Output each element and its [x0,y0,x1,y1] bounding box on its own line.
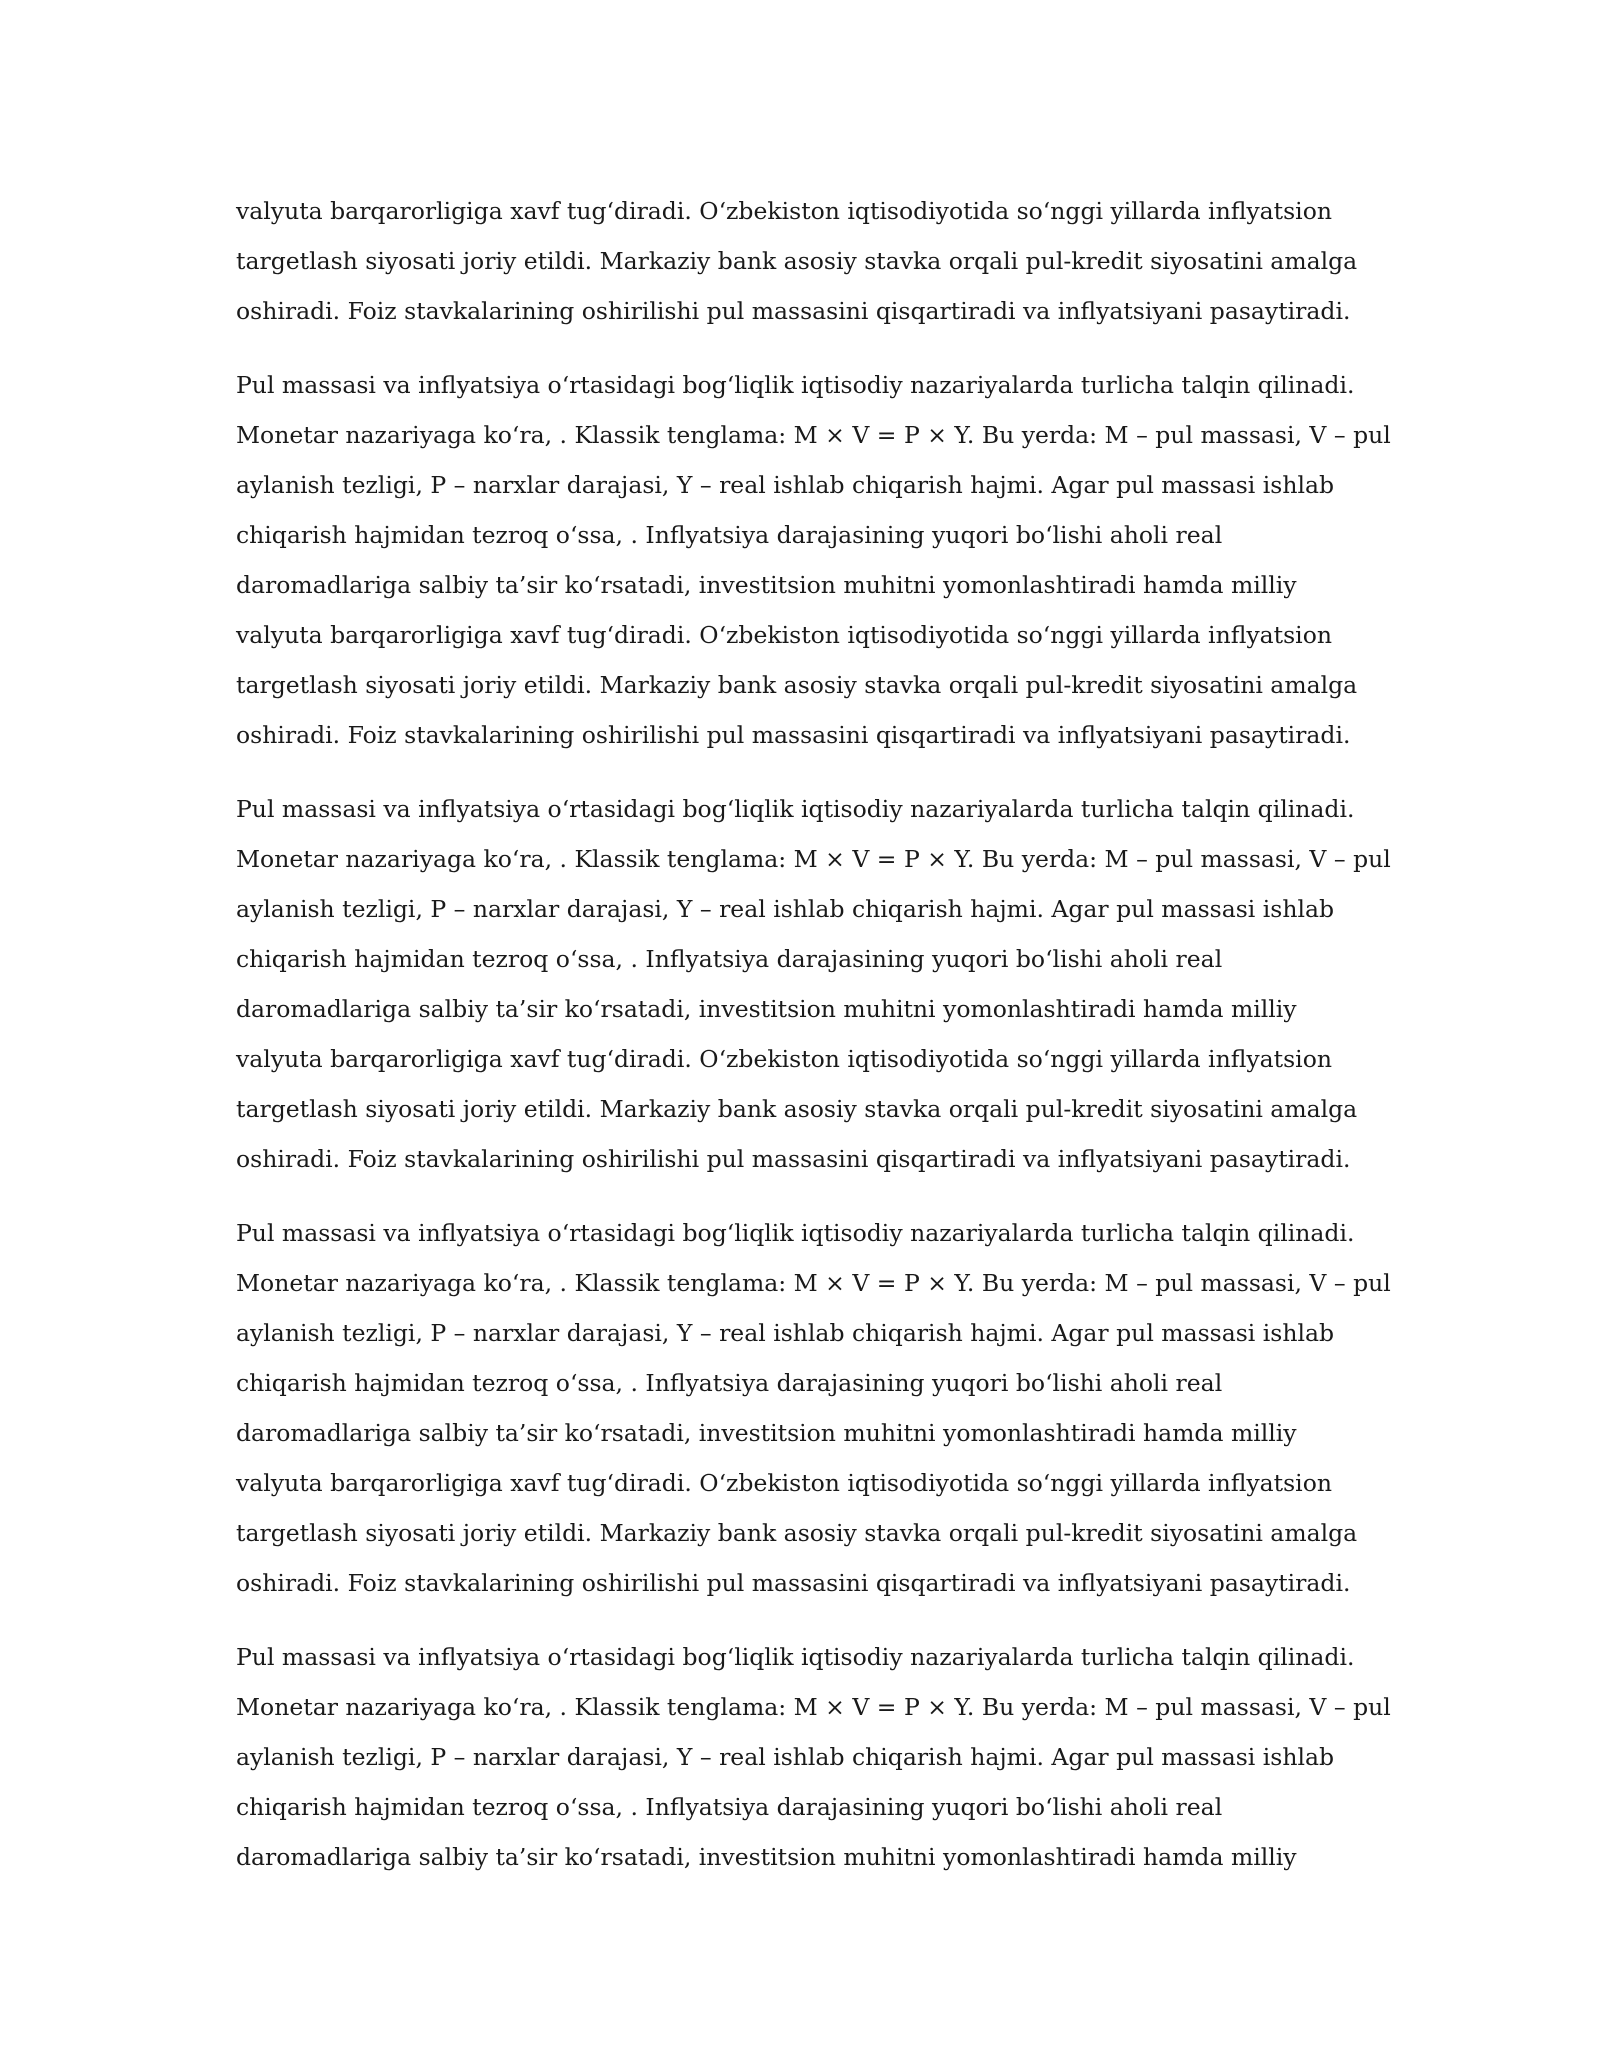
text-line: oshiradi. Foiz stavkalarining oshirilishi pul massasini qisqartiradi va inflyatsiyani pasaytiradi. [236,1145,1351,1173]
text-line: chiqarish hajmidan tezroq o‘ssa, . Inflyatsiya darajasining yuqori bo‘lishi aholi real [236,1793,1223,1821]
text-line: chiqarish hajmidan tezroq o‘ssa, . Inflyatsiya darajasining yuqori bo‘lishi aholi real [236,521,1223,549]
text-line: daromadlariga salbiy ta’sir ko‘rsatadi, investitsion muhitni yomonlashtiradi hamda milliy [236,1843,1297,1871]
text-line: valyuta barqarorligiga xavf tug‘diradi. O‘zbekiston iqtisodiyotida so‘nggi yillarda inflyatsion [236,197,1332,225]
text-line: chiqarish hajmidan tezroq o‘ssa, . Inflyatsiya darajasining yuqori bo‘lishi aholi real [236,1369,1223,1397]
text-line: daromadlariga salbiy ta’sir ko‘rsatadi, investitsion muhitni yomonlashtiradi hamda milliy [236,571,1297,599]
text-line: valyuta barqarorligiga xavf tug‘diradi. O‘zbekiston iqtisodiyotida so‘nggi yillarda inflyatsion [236,1469,1332,1497]
text-line: daromadlariga salbiy ta’sir ko‘rsatadi, investitsion muhitni yomonlashtiradi hamda milliy [236,995,1297,1023]
text-line: Pul massasi va inflyatsiya o‘rtasidagi bog‘liqlik iqtisodiy nazariyalarda turlicha talqin qilinadi. [236,371,1355,399]
text-line: chiqarish hajmidan tezroq o‘ssa, . Inflyatsiya darajasining yuqori bo‘lishi aholi real [236,945,1223,973]
text-line: targetlash siyosati joriy etildi. Markaziy bank asosiy stavka orqali pul-kredit siyosatini amalga [236,247,1358,275]
text-line: oshiradi. Foiz stavkalarining oshirilishi pul massasini qisqartiradi va inflyatsiyani pasaytiradi. [236,297,1351,325]
text-line: aylanish tezligi, P – narxlar darajasi, Y – real ishlab chiqarish hajmi. Agar pul massasi ishlab [236,895,1335,923]
paragraph-5 [236,1632,1391,1882]
document-page [236,186,1391,1906]
text-line: Monetar nazariyaga ko‘ra, . Klassik tenglama: M × V = P × Y. Bu yerda: M – pul massasi, V – pul [236,421,1391,449]
paragraph-4 [236,1208,1391,1608]
text-line: aylanish tezligi, P – narxlar darajasi, Y – real ishlab chiqarish hajmi. Agar pul massasi ishlab [236,1743,1335,1771]
text-line: valyuta barqarorligiga xavf tug‘diradi. O‘zbekiston iqtisodiyotida so‘nggi yillarda inflyatsion [236,1045,1332,1073]
text-line: targetlash siyosati joriy etildi. Markaziy bank asosiy stavka orqali pul-kredit siyosatini amalga [236,671,1358,699]
text-line: oshiradi. Foiz stavkalarining oshirilishi pul massasini qisqartiradi va inflyatsiyani pasaytiradi. [236,721,1351,749]
text-line: daromadlariga salbiy ta’sir ko‘rsatadi, investitsion muhitni yomonlashtiradi hamda milliy [236,1419,1297,1447]
text-line: aylanish tezligi, P – narxlar darajasi, Y – real ishlab chiqarish hajmi. Agar pul massasi ishlab [236,471,1335,499]
text-line: Monetar nazariyaga ko‘ra, . Klassik tenglama: M × V = P × Y. Bu yerda: M – pul massasi, V – pul [236,1693,1391,1721]
paragraph-1 [236,186,1366,336]
text-line: targetlash siyosati joriy etildi. Markaziy bank asosiy stavka orqali pul-kredit siyosatini amalga [236,1519,1358,1547]
text-line: Monetar nazariyaga ko‘ra, . Klassik tenglama: M × V = P × Y. Bu yerda: M – pul massasi, V – pul [236,1269,1391,1297]
text-line: Pul massasi va inflyatsiya o‘rtasidagi bog‘liqlik iqtisodiy nazariyalarda turlicha talqin qilinadi. [236,795,1355,823]
text-line: Monetar nazariyaga ko‘ra, . Klassik tenglama: M × V = P × Y. Bu yerda: M – pul massasi, V – pul [236,845,1391,873]
text-line: valyuta barqarorligiga xavf tug‘diradi. O‘zbekiston iqtisodiyotida so‘nggi yillarda inflyatsion [236,621,1332,649]
text-line: Pul massasi va inflyatsiya o‘rtasidagi bog‘liqlik iqtisodiy nazariyalarda turlicha talqin qilinadi. [236,1643,1355,1671]
text-line: oshiradi. Foiz stavkalarining oshirilishi pul massasini qisqartiradi va inflyatsiyani pasaytiradi. [236,1569,1351,1597]
text-line: targetlash siyosati joriy etildi. Markaziy bank asosiy stavka orqali pul-kredit siyosatini amalga [236,1095,1358,1123]
paragraph-2 [236,360,1391,760]
text-line: aylanish tezligi, P – narxlar darajasi, Y – real ishlab chiqarish hajmi. Agar pul massasi ishlab [236,1319,1335,1347]
paragraph-3 [236,784,1391,1184]
text-line: Pul massasi va inflyatsiya o‘rtasidagi bog‘liqlik iqtisodiy nazariyalarda turlicha talqin qilinadi. [236,1219,1355,1247]
